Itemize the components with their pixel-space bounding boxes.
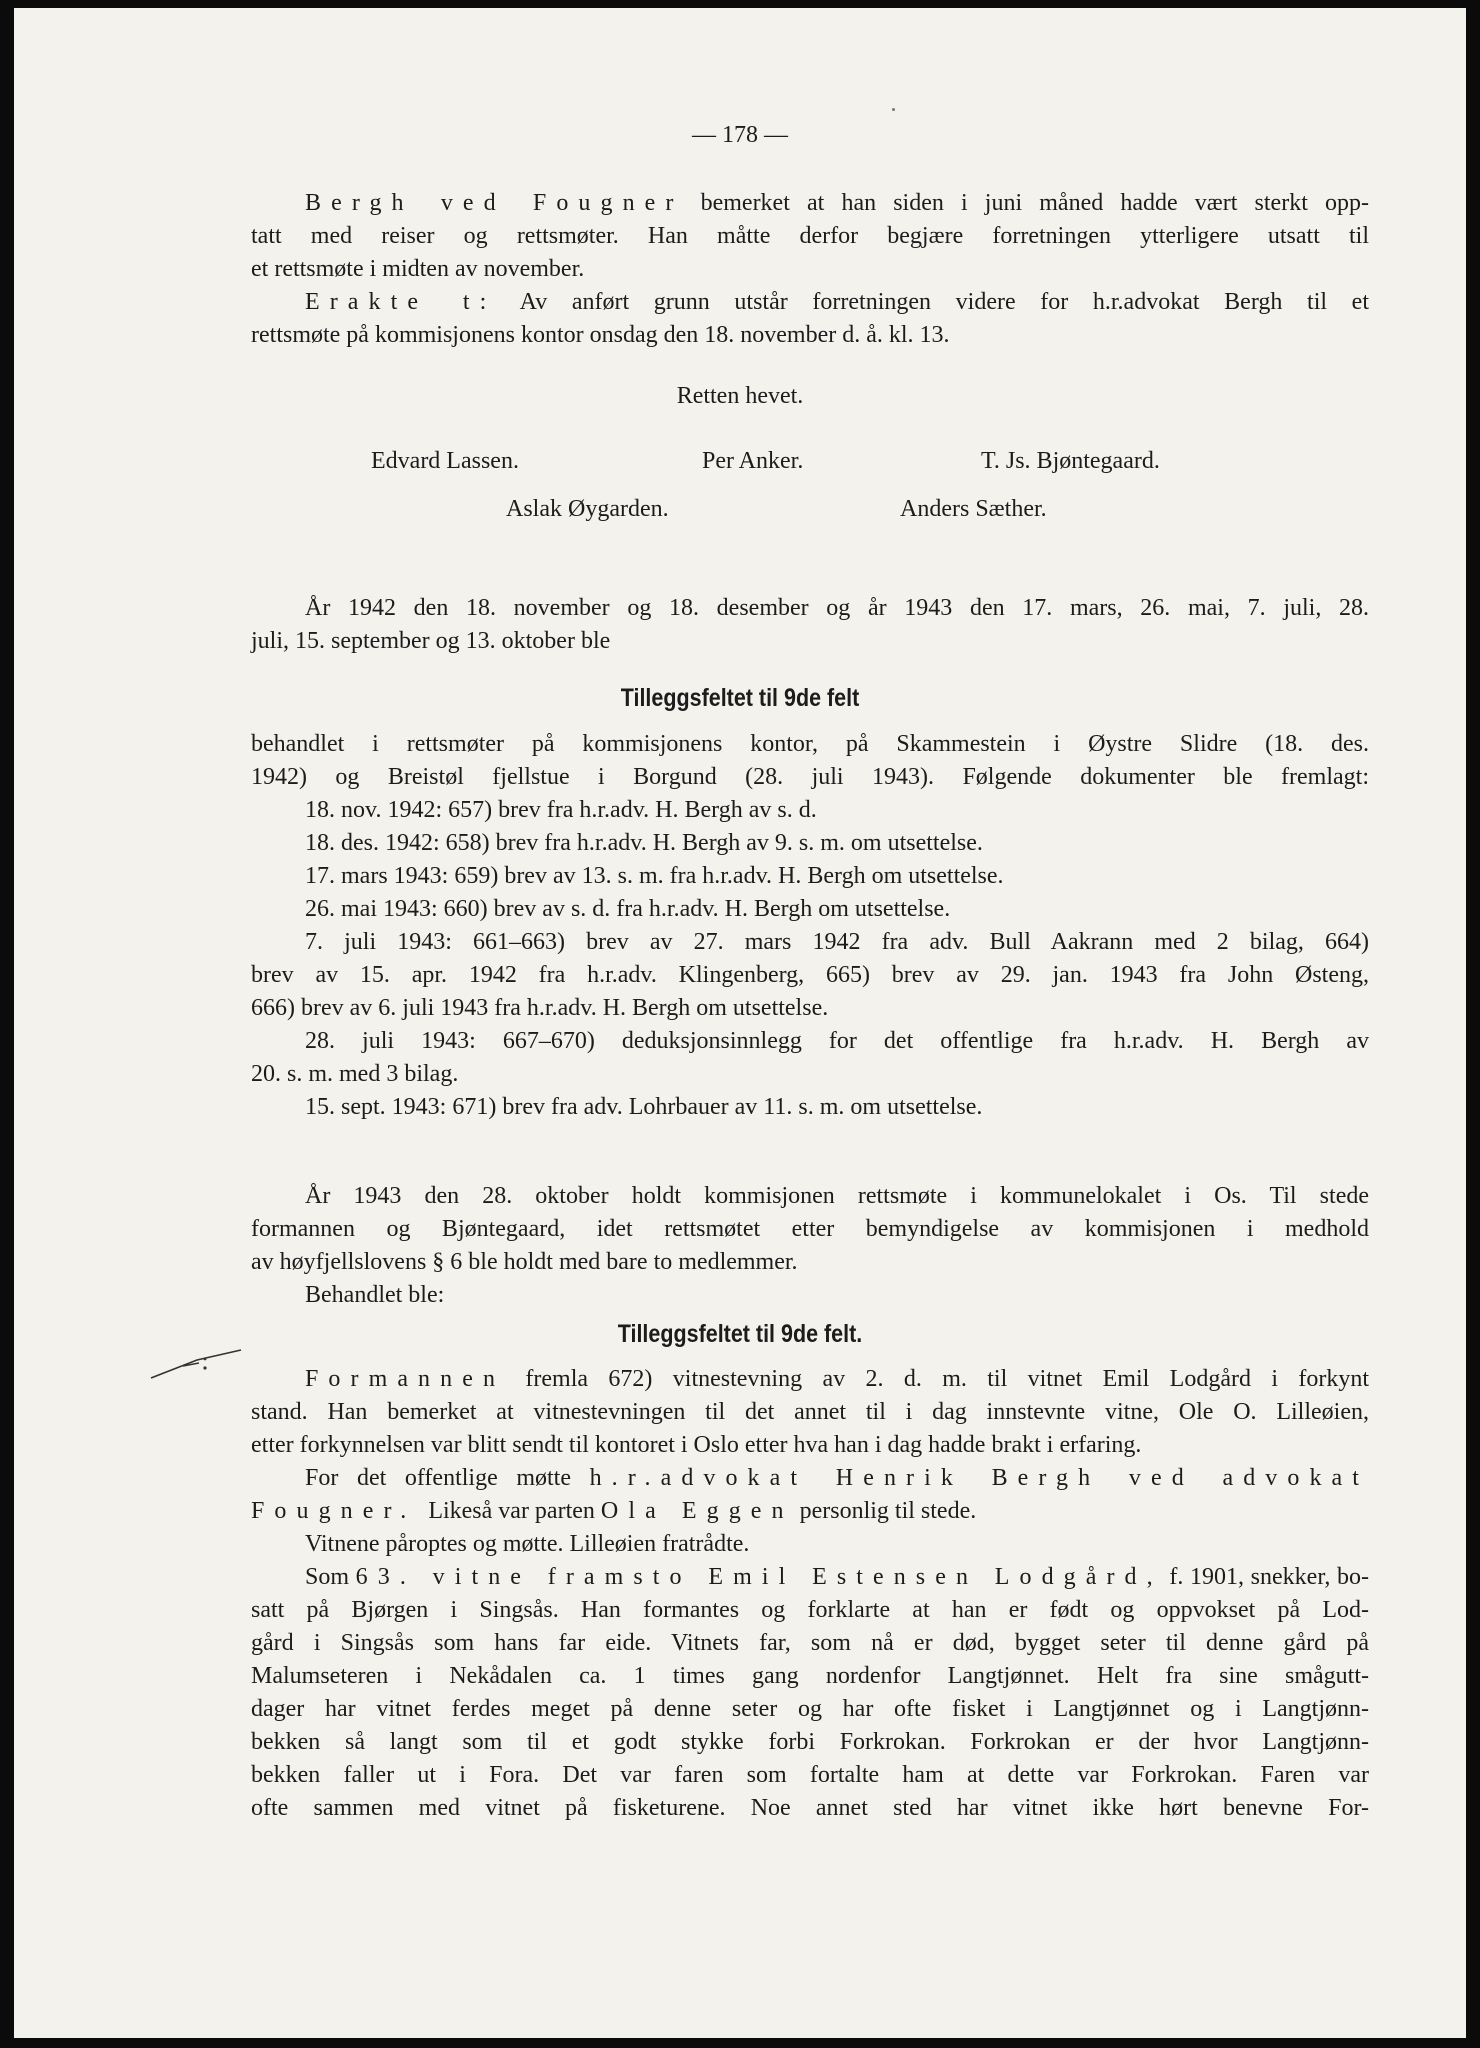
paragraph-line: Bergh ved Fougner bemerket at han siden i juni måned hadde vært sterkt opp- <box>305 190 1369 216</box>
paragraph-line: Behandlet ble: <box>305 1282 445 1308</box>
paragraph-line: stand. Han bemerket at vitnestevningen til det annet til i dag innstevnte vitne, Ole O. Lilleøien, <box>251 1399 1369 1425</box>
paragraph-line: For det offentlige møtte h.r.advokat Henrik Bergh ved advokat <box>305 1465 1370 1491</box>
court-adjourned-line: Retten hevet. <box>676 383 804 409</box>
document-page <box>14 8 1466 2038</box>
paragraph-line: bekken faller ut i Fora. Det var faren som fortalte ham at dette var Forkrokan. Faren var <box>251 1762 1369 1788</box>
paragraph-line: Fougner. Likeså var parten Ola Eggen personlig til stede. <box>251 1498 977 1524</box>
paragraph-line: gård i Singsås som hans far eide. Vitnets far, som nå er død, bygget seter til denne gård på <box>251 1630 1369 1656</box>
paragraph-line: av høyfjellslovens § 6 ble holdt med bare to medlemmer. <box>251 1249 798 1275</box>
document-list-item: 26. mai 1943: 660) brev av s. d. fra h.r.adv. H. Bergh om utsettelse. <box>305 896 951 922</box>
signature: T. Js. Bjøntegaard. <box>981 448 1160 474</box>
signature: Aslak Øygarden. <box>506 496 669 522</box>
document-list-item: 7. juli 1943: 661–663) brev av 27. mars 1942 fra adv. Bull Aakrann med 2 bilag, 664) <box>305 929 1369 955</box>
paragraph-line: 1942) og Breistøl fjellstue i Borgund (28. juli 1943). Følgende dokumenter ble fremlagt: <box>251 764 1369 790</box>
document-list-item: 18. nov. 1942: 657) brev fra h.r.adv. H. Bergh av s. d. <box>305 797 817 823</box>
paragraph-line: Vitnene påroptes og møtte. Lilleøien fratrådte. <box>305 1531 750 1557</box>
document-list-item: 15. sept. 1943: 671) brev fra adv. Lohrbauer av 11. s. m. om utsettelse. <box>305 1094 983 1120</box>
document-list-item: 20. s. m. med 3 bilag. <box>251 1061 459 1087</box>
page-number: — 178 — <box>692 122 788 148</box>
paragraph-line: et rettsmøte i midten av november. <box>251 256 585 282</box>
paragraph-line: behandlet i rettsmøter på kommisjonens kontor, på Skammestein i Øystre Slidre (18. des. <box>251 731 1369 757</box>
paragraph-line: Malumseteren i Nekådalen ca. 1 times gang nordenfor Langtjønnet. Helt fra sine smågutt- <box>251 1663 1369 1689</box>
paragraph-line: tatt med reiser og rettsmøter. Han måtte derfor begjære forretningen ytterligere utsatt til <box>251 223 1369 249</box>
paragraph-line: Formannen fremla 672) vitnestevning av 2. d. m. til vitnet Emil Lodgård i forkynt <box>305 1366 1370 1392</box>
document-list-item: 17. mars 1943: 659) brev av 13. s. m. fra h.r.adv. H. Bergh om utsettelse. <box>305 863 1004 889</box>
paragraph-line: Erakte t: Av anført grunn utstår forretningen videre for h.r.advokat Bergh til et <box>305 289 1369 315</box>
document-list-item: 28. juli 1943: 667–670) deduksjonsinnlegg for det offentlige fra h.r.adv. H. Bergh av <box>305 1028 1369 1054</box>
paragraph-line: juli, 15. september og 13. oktober ble <box>251 628 611 654</box>
paragraph-line: satt på Bjørgen i Singsås. Han formantes og forklarte at han er født og oppvokset på Lod- <box>251 1597 1369 1623</box>
paragraph-line: rettsmøte på kommisjonens kontor onsdag den 18. november d. å. kl. 13. <box>251 322 950 348</box>
document-list-item: brev av 15. apr. 1942 fra h.r.adv. Klingenberg, 665) brev av 29. jan. 1943 fra John Østeng, <box>251 962 1369 988</box>
paragraph-line: bekken så langt som til et godt stykke forbi Forkrokan. Forkrokan er der hvor Langtjønn- <box>251 1729 1369 1755</box>
section-heading: Tilleggsfeltet til 9de felt <box>620 684 860 712</box>
paragraph-line: Som 63. vitne framsto Emil Estensen Lodgård, f. 1901, snekker, bo- <box>305 1564 1369 1590</box>
signature: Per Anker. <box>702 448 804 474</box>
signature: Edvard Lassen. <box>371 448 519 474</box>
speck-mark <box>892 108 895 111</box>
paragraph-line: etter forkynnelsen var blitt sendt til kontoret i Oslo etter hva han i dag hadde brakt i erfaring. <box>251 1432 1142 1458</box>
document-list-item: 666) brev av 6. juli 1943 fra h.r.adv. H. Bergh om utsettelse. <box>251 995 829 1021</box>
document-list-item: 18. des. 1942: 658) brev fra h.r.adv. H. Bergh av 9. s. m. om utsettelse. <box>305 830 983 856</box>
paragraph-line: År 1942 den 18. november og 18. desember og år 1943 den 17. mars, 26. mai, 7. juli, 28. <box>305 595 1369 621</box>
paragraph-line: ofte sammen med vitnet på fisketurene. Noe annet sted har vitnet ikke hørt benevne For- <box>251 1795 1369 1821</box>
margin-pencil-mark <box>149 1346 249 1382</box>
paragraph-line: År 1943 den 28. oktober holdt kommisjonen rettsmøte i kommunelokalet i Os. Til stede <box>305 1183 1369 1209</box>
section-heading: Tilleggsfeltet til 9de felt. <box>617 1320 863 1348</box>
paragraph-line: formannen og Bjøntegaard, idet rettsmøtet etter bemyndigelse av kommisjonen i medhold <box>251 1216 1369 1242</box>
signature: Anders Sæther. <box>900 496 1047 522</box>
paragraph-line: dager har vitnet ferdes meget på denne seter og har ofte fisket i Langtjønnet og i Langtjønn- <box>251 1696 1369 1722</box>
